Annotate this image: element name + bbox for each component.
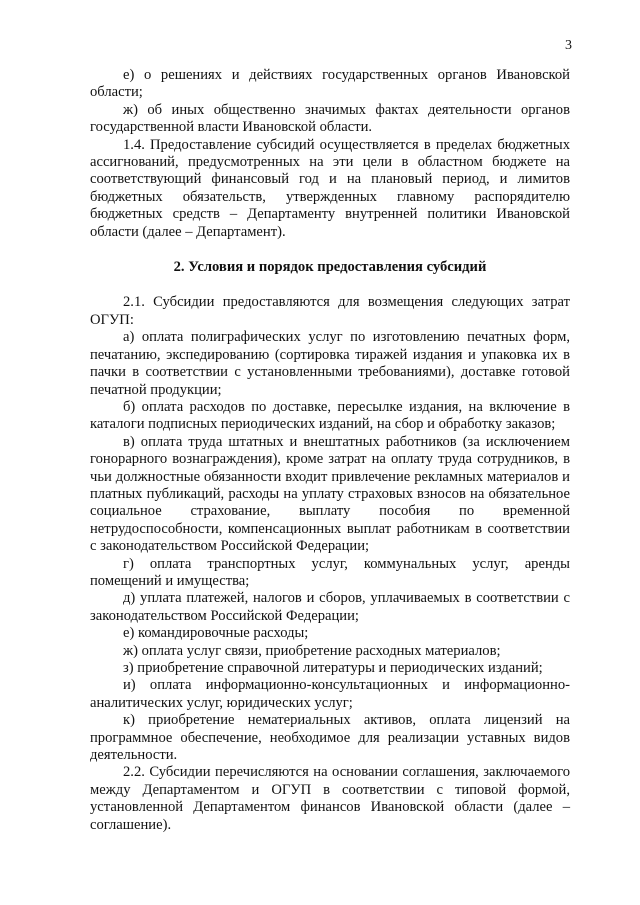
list-item-i: и) оплата информационно-консультационных и информационно-аналитических услуг, юридических услуг;: [90, 677, 570, 711]
paragraph-2-2: 2.2. Субсидии перечисляются на основании соглашения, заключаемого между Департаментом и ОГУП в соответствии с типовой формой, установленной Департаментом финансов Ивановской области (далее – соглашение).: [90, 764, 570, 833]
paragraph-item-zh: ж) об иных общественно значимых фактах деятельности органов государственной власти Ивановской области.: [90, 101, 570, 136]
list-item-a: а) оплата полиграфических услуг по изготовлению печатных форм, печатанию, экспедированию (сортировка тиражей издания и упаковка их в пачки в соответствии с установленными требованиями), доставке готовой печатной продукции;: [90, 329, 570, 398]
paragraph-1-4: 1.4. Предоставление субсидий осуществляется в пределах бюджетных ассигнований, предусмотренных на эти цели в областном бюджете на соответствующий финансовый год и на плановый период, и лимитов бюджетных обязательств, утвержденных главному распорядителю бюджетных средств – Департаменту внутренней политики Ивановской области (далее – Департамент).: [90, 136, 570, 240]
paragraph-item-e: е) о решениях и действиях государственных органов Ивановской области;: [90, 67, 570, 101]
list-item-e: е) командировочные расходы;: [123, 625, 309, 642]
paragraph-2-1: 2.1. Субсидии предоставляются для возмещения следующих затрат ОГУП:: [90, 294, 570, 328]
list-item-g: г) оплата транспортных услуг, коммунальных услуг, аренды помещений и имущества;: [90, 555, 570, 589]
spacer: [90, 241, 570, 259]
list-item-z: з) приобретение справочной литературы и периодических изданий;: [123, 660, 543, 676]
list-item-b: б) оплата расходов по доставке, пересылке издания, на включение в каталоги подписных периодических изданий, на сбор и обработку заказов;: [90, 398, 570, 433]
spacer: [90, 276, 570, 294]
list-item-zh: ж) оплата услуг связи, приобретение расходных материалов;: [123, 642, 501, 659]
document-body: [90, 67, 570, 834]
list-item-k: к) приобретение нематериальных активов, оплата лицензий на программное обеспечение, необходимое для реализации уставных видов деятельности.: [90, 712, 570, 764]
list-item-v: в) оплата труда штатных и внештатных работников (за исключением гонорарного вознаграждения), кроме затрат на оплату труда сотрудников, в чьи должностные обязанности входит привлечение рекламных материалов и платных публикаций, расходы на уплату страховых взносов на обязательное социальное страхование, выплату пособия по временной нетрудоспособности, компенсационных выплат работникам в соответствии с законодательством Российской Федерации;: [90, 433, 570, 555]
page-number: 3: [565, 38, 572, 53]
list-item-d: д) уплата платежей, налогов и сборов, уплачиваемых в соответствии с законодательством Российской Федерации;: [90, 590, 570, 624]
section-heading: 2. Условия и порядок предоставления субсидий: [173, 259, 487, 276]
